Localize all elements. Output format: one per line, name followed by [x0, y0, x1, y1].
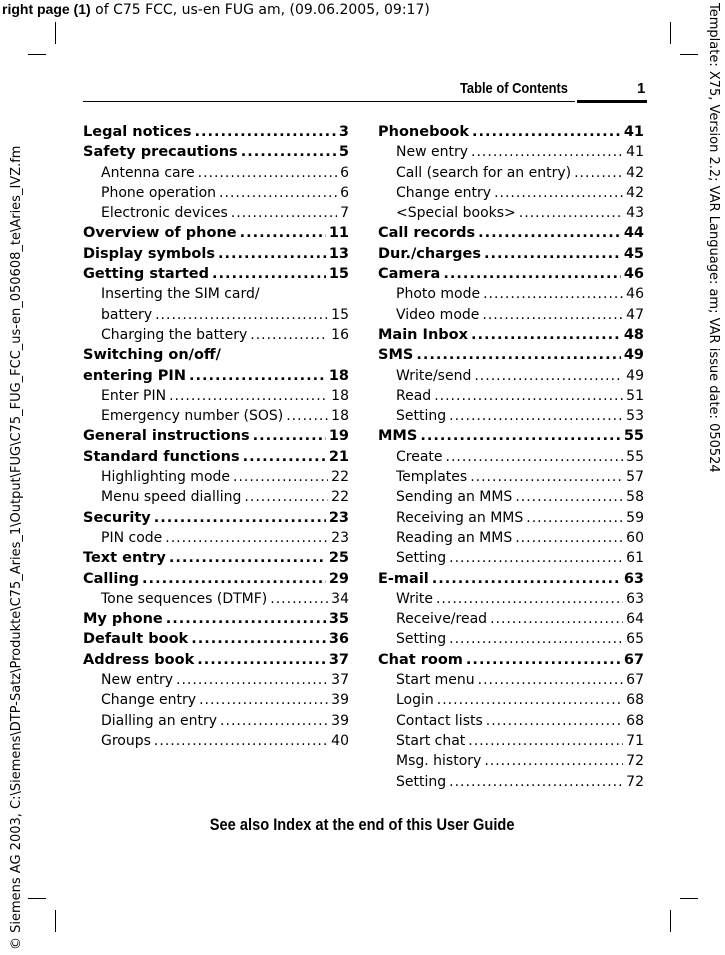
toc-entry — [378, 345, 644, 365]
toc-entry — [83, 548, 349, 568]
toc-entry-page: 49 — [626, 367, 644, 384]
toc-entry — [378, 609, 644, 629]
toc-entry — [83, 508, 349, 528]
toc-entry — [83, 244, 349, 264]
page-number: 1 — [637, 80, 646, 97]
toc-entry-page: 36 — [328, 631, 349, 648]
dot-leader — [253, 426, 326, 446]
toc-entry-page: 47 — [626, 306, 644, 323]
dot-leader — [466, 650, 621, 670]
toc-entry — [83, 447, 349, 467]
toc-entry-page: 65 — [626, 631, 644, 648]
toc-entry-title: Receive/read — [396, 611, 488, 628]
dot-leader — [286, 406, 328, 426]
toc-entry — [83, 528, 349, 548]
dot-leader — [478, 223, 621, 243]
toc-entry-title: Getting started — [83, 266, 209, 283]
toc-entry — [378, 183, 644, 203]
toc-entry-title: Phone operation — [101, 184, 217, 201]
toc-entry — [378, 203, 644, 223]
toc-entry-title: Antenna care — [101, 164, 195, 181]
toc-entry-title: Groups — [101, 732, 151, 749]
toc-entry — [378, 772, 644, 792]
toc-entry-page: 53 — [626, 408, 644, 425]
toc-entry-title: Safety precautions — [83, 144, 238, 161]
toc-entry-page: 46 — [623, 266, 644, 283]
toc-entry-title: Start menu — [396, 672, 475, 689]
toc-entry-title: Chat room — [378, 651, 463, 668]
toc-entry-page: 37 — [328, 651, 349, 668]
toc-entry — [378, 751, 644, 771]
dot-leader — [449, 406, 623, 426]
dot-leader — [490, 609, 623, 629]
dot-leader — [220, 711, 328, 731]
crop-mark — [680, 898, 698, 899]
toc-entry-page: 23 — [331, 529, 349, 546]
toc-entry-page: 29 — [328, 570, 349, 587]
toc-entry-title: Change entry — [101, 692, 197, 709]
toc-entry — [83, 183, 349, 203]
footer-note — [0, 815, 725, 835]
toc-entry-page: 59 — [626, 509, 644, 526]
toc-entry-title: Enter PIN — [101, 387, 167, 404]
toc-entry — [83, 345, 349, 365]
toc-entry — [83, 609, 349, 629]
toc-entry-page: 67 — [626, 672, 644, 689]
toc-entry-page: 42 — [626, 184, 644, 201]
toc-entry — [378, 142, 644, 162]
toc-entry-title: Setting — [396, 408, 447, 425]
toc-entry-page: 45 — [623, 245, 644, 262]
dot-leader — [189, 366, 326, 386]
toc-entry-page: 11 — [328, 225, 349, 242]
toc-entry-page: 41 — [626, 144, 644, 161]
toc-entry-page: 6 — [340, 164, 349, 181]
toc-entry-page: 5 — [338, 144, 349, 161]
toc-entry — [83, 163, 349, 183]
dot-leader — [176, 670, 328, 690]
dot-leader — [165, 528, 328, 548]
toc-entry-title: Reading an MMS — [396, 529, 513, 546]
toc-entry-page: 25 — [328, 550, 349, 567]
toc-entry — [378, 650, 644, 670]
toc-entry-title: Legal notices — [83, 124, 192, 140]
dot-leader — [432, 569, 621, 589]
toc-entry — [83, 284, 349, 304]
toc-entry-title: Charging the battery — [101, 326, 248, 343]
toc-entry — [83, 670, 349, 690]
toc-entry-page: 23 — [328, 509, 349, 526]
toc-entry-page: 13 — [328, 245, 349, 262]
toc-entry-page: 72 — [626, 753, 644, 770]
dot-leader — [526, 508, 623, 528]
copyright-path-vertical: © Siemens AG 2003, C:\Siemens\DTP-Satz\Produkte\C75_Aries_1\Output\FUG\C75_FUG_FCC_us-en_050608_te\Aries_IVZ.fm — [9, 145, 24, 950]
toc-entry-page: 37 — [331, 672, 349, 689]
toc-entry-title: Create — [396, 448, 443, 465]
dot-leader — [482, 305, 623, 325]
toc-entry-title: Sending an MMS — [396, 489, 513, 506]
dot-leader — [191, 629, 326, 649]
toc-entry-title: Calling — [83, 570, 140, 587]
toc-entry-page: 42 — [626, 164, 644, 181]
dot-leader — [437, 690, 623, 710]
toc-entry-page: 18 — [328, 367, 349, 384]
toc-entry — [83, 142, 349, 162]
toc-entry-title: Phonebook — [378, 124, 470, 140]
toc-entry-page: 22 — [331, 489, 349, 506]
print-info-text: of C75 FCC, us-en FUG am, (09.06.2005, 09:17) — [90, 2, 430, 18]
toc-entry-page: 51 — [626, 387, 644, 404]
toc-entry-title: Dur./charges — [378, 245, 481, 262]
dot-leader — [244, 487, 328, 507]
toc-entry — [378, 163, 644, 183]
toc-entry-title: Emergency number (SOS) — [101, 408, 284, 425]
crop-mark — [680, 54, 698, 55]
dot-leader — [470, 467, 623, 487]
toc-entry-title: Change entry — [396, 184, 492, 201]
toc-entry — [378, 122, 644, 142]
toc-entry-title: Security — [83, 509, 151, 526]
toc-entry-title: Default book — [83, 631, 189, 648]
dot-leader — [494, 183, 623, 203]
toc-entry-title: <Special books> — [396, 205, 516, 222]
toc-entry-page: 48 — [623, 326, 644, 343]
toc-entry-page: 63 — [623, 570, 644, 587]
toc-entry — [378, 223, 644, 243]
toc-entry — [378, 284, 644, 304]
toc-entry-title: General instructions — [83, 428, 250, 445]
toc-entry-title: Write — [396, 590, 433, 607]
crop-mark — [670, 910, 671, 932]
dot-leader — [231, 203, 337, 223]
dot-leader — [166, 609, 326, 629]
toc-entry-page: 46 — [626, 286, 644, 303]
toc-entry — [378, 447, 644, 467]
toc-entry-title: Overview of phone — [83, 225, 237, 242]
toc-entry — [378, 731, 644, 751]
dot-leader — [154, 508, 326, 528]
toc-entry — [83, 406, 349, 426]
toc-entry-page: 15 — [328, 266, 349, 283]
toc-entry — [83, 467, 349, 487]
toc-entry-title: Setting — [396, 773, 447, 790]
toc-entry-page: 57 — [626, 469, 644, 486]
toc-entry — [83, 650, 349, 670]
toc-entry — [378, 711, 644, 731]
toc-entry — [378, 467, 644, 487]
toc-entry-title: Main Inbox — [378, 326, 468, 343]
toc-entry — [378, 406, 644, 426]
toc-entry-page: 60 — [626, 529, 644, 546]
toc-entry-title: Standard functions — [83, 448, 240, 465]
toc-entry-page: 34 — [331, 590, 349, 607]
toc-entry — [378, 569, 644, 589]
toc-entry — [378, 264, 644, 284]
toc-entry-page: 67 — [623, 651, 644, 668]
toc-entry-title: Start chat — [396, 732, 466, 749]
toc-entry-title: Read — [396, 387, 432, 404]
toc-entry-title: Tone sequences (DTMF) — [101, 590, 268, 607]
toc-entry — [378, 325, 644, 345]
toc-entry — [83, 731, 349, 751]
toc-entry-title: Dialling an entry — [101, 712, 218, 729]
footer-note-text: See also Index at the end of this User Guide — [210, 815, 515, 834]
toc-entry-title: Switching on/off/ — [83, 347, 221, 364]
toc-entry-page: 68 — [626, 692, 644, 709]
toc-entry — [378, 426, 644, 446]
crop-mark — [670, 22, 671, 44]
toc-entry — [83, 203, 349, 223]
toc-column-left — [83, 122, 349, 751]
dot-leader — [197, 650, 326, 670]
dot-leader — [142, 569, 326, 589]
print-info-line — [2, 1, 430, 18]
dot-leader — [484, 244, 621, 264]
dot-leader — [270, 589, 328, 609]
dot-leader — [219, 183, 337, 203]
toc-entry — [378, 548, 644, 568]
toc-entry — [83, 690, 349, 710]
dot-leader — [416, 345, 620, 365]
dot-leader — [233, 467, 328, 487]
toc-entry-title: Address book — [83, 651, 195, 668]
toc-entry-title: Login — [396, 692, 434, 709]
dot-leader — [218, 244, 326, 264]
toc-entry — [378, 670, 644, 690]
toc-entry-title: battery — [101, 306, 153, 323]
toc-entry — [83, 589, 349, 609]
toc-entry-page: 39 — [331, 692, 349, 709]
toc-entry-title: Write/send — [396, 367, 472, 384]
crop-mark — [28, 54, 46, 55]
toc-entry-title: My phone — [83, 611, 163, 628]
dot-leader — [434, 386, 623, 406]
toc-entry — [83, 305, 349, 325]
dot-leader — [199, 690, 328, 710]
toc-entry-title: Contact lists — [396, 712, 483, 729]
template-info-vertical: Template: X75, Version 2.2; VAR Language: am; VAR issue date: 050524 — [706, 3, 721, 473]
dot-leader — [483, 284, 623, 304]
crop-mark — [28, 898, 46, 899]
toc-entry-title: Receiving an MMS — [396, 509, 524, 526]
toc-entry-title: Text entry — [83, 550, 166, 567]
crop-mark — [55, 910, 56, 932]
toc-entry-page: 18 — [331, 408, 349, 425]
dot-leader — [446, 447, 624, 467]
toc-entry-page: 35 — [328, 611, 349, 628]
dot-leader — [169, 548, 326, 568]
toc-entry-title: Menu speed dialling — [101, 489, 242, 506]
toc-entry — [83, 487, 349, 507]
toc-entry-page: 22 — [331, 469, 349, 486]
dot-leader — [154, 731, 328, 751]
dot-leader — [515, 487, 623, 507]
toc-entry — [378, 487, 644, 507]
toc-entry — [378, 366, 644, 386]
dot-leader — [486, 711, 623, 731]
dot-leader — [240, 223, 326, 243]
dot-leader — [420, 426, 621, 446]
dot-leader — [515, 528, 623, 548]
toc-column-right — [378, 122, 644, 792]
toc-entry-title: Photo mode — [396, 286, 481, 303]
dot-leader — [195, 122, 336, 142]
toc-entry-page: 3 — [338, 124, 349, 140]
dot-leader — [212, 264, 326, 284]
dot-leader — [449, 629, 623, 649]
dot-leader — [198, 163, 337, 183]
toc-entry — [83, 325, 349, 345]
dot-leader — [519, 203, 623, 223]
toc-entry — [83, 366, 349, 386]
crop-mark — [55, 22, 56, 44]
toc-entry-title: PIN code — [101, 529, 163, 546]
toc-entry — [83, 711, 349, 731]
toc-entry-page: 44 — [623, 225, 644, 242]
toc-entry-page: 21 — [328, 448, 349, 465]
toc-entry — [83, 629, 349, 649]
toc-entry-page: 72 — [626, 773, 644, 790]
print-info-page-label: right page (1) — [2, 1, 91, 17]
toc-entry-page: 63 — [626, 590, 644, 607]
toc-entry-title: entering PIN — [83, 367, 186, 384]
toc-entry — [378, 690, 644, 710]
dot-leader — [471, 142, 623, 162]
toc-entry-page: 6 — [340, 184, 349, 201]
toc-entry-title: E-mail — [378, 570, 429, 587]
dot-leader — [471, 325, 621, 345]
toc-entry-page: 61 — [626, 550, 644, 567]
dot-leader — [241, 142, 336, 162]
toc-entry-title: Video mode — [396, 306, 480, 323]
toc-entry-page: 18 — [331, 387, 349, 404]
dot-leader — [169, 386, 328, 406]
toc-entry-title: Setting — [396, 550, 447, 567]
toc-entry-page: 41 — [623, 124, 644, 140]
toc-entry-page: 64 — [626, 611, 644, 628]
dot-leader — [478, 670, 624, 690]
toc-entry-page: 55 — [626, 448, 644, 465]
dot-leader — [155, 305, 328, 325]
dot-leader — [243, 447, 326, 467]
toc-entry-title: New entry — [396, 144, 469, 161]
dot-leader — [436, 589, 623, 609]
toc-entry-title: Inserting the SIM card/ — [101, 286, 260, 303]
dot-leader — [484, 751, 623, 771]
toc-entry-page: 15 — [331, 306, 349, 323]
toc-entry-title: SMS — [378, 347, 414, 364]
toc-entry-title: Templates — [396, 469, 468, 486]
dot-leader — [443, 264, 621, 284]
toc-entry-title: Call (search for an entry) — [396, 164, 572, 181]
toc-entry-title: Call records — [378, 225, 476, 242]
toc-entry-title: Electronic devices — [101, 205, 228, 222]
toc-entry-page: 49 — [623, 347, 644, 364]
toc-entry-title: Highlighting mode — [101, 469, 231, 486]
toc-entry-page: 43 — [626, 205, 644, 222]
toc-entry — [83, 386, 349, 406]
dot-leader — [449, 772, 623, 792]
dot-leader — [474, 366, 623, 386]
toc-entry-page: 55 — [623, 428, 644, 445]
toc-entry — [378, 589, 644, 609]
toc-entry — [378, 305, 644, 325]
toc-entry — [378, 629, 644, 649]
toc-entry — [83, 264, 349, 284]
toc-entry-title: Display symbols — [83, 245, 215, 262]
toc-entry — [378, 244, 644, 264]
toc-entry — [378, 508, 644, 528]
toc-entry-page: 58 — [626, 489, 644, 506]
dot-leader — [472, 122, 621, 142]
toc-entry-title: Setting — [396, 631, 447, 648]
toc-entry — [83, 569, 349, 589]
toc-entry — [378, 528, 644, 548]
toc-entry-title: Msg. history — [396, 753, 482, 770]
dot-leader — [250, 325, 328, 345]
toc-entry-title: Camera — [378, 266, 441, 283]
toc-entry-page: 39 — [331, 712, 349, 729]
header-rule-thick — [577, 100, 647, 103]
toc-entry-page: 40 — [331, 732, 349, 749]
toc-entry-page: 7 — [340, 205, 349, 222]
toc-entry-title: MMS — [378, 428, 418, 445]
header-rule — [83, 101, 575, 102]
page-header-title: Table of Contents — [460, 80, 568, 97]
toc-entry-page: 19 — [328, 428, 349, 445]
toc-entry — [83, 223, 349, 243]
dot-leader — [574, 163, 623, 183]
toc-entry — [83, 426, 349, 446]
dot-leader — [468, 731, 623, 751]
toc-entry — [83, 122, 349, 142]
dot-leader — [449, 548, 623, 568]
toc-entry-page: 16 — [331, 326, 349, 343]
toc-entry — [378, 386, 644, 406]
toc-entry-page: 68 — [626, 712, 644, 729]
toc-entry-title: New entry — [101, 672, 174, 689]
toc-entry-page: 71 — [626, 732, 644, 749]
